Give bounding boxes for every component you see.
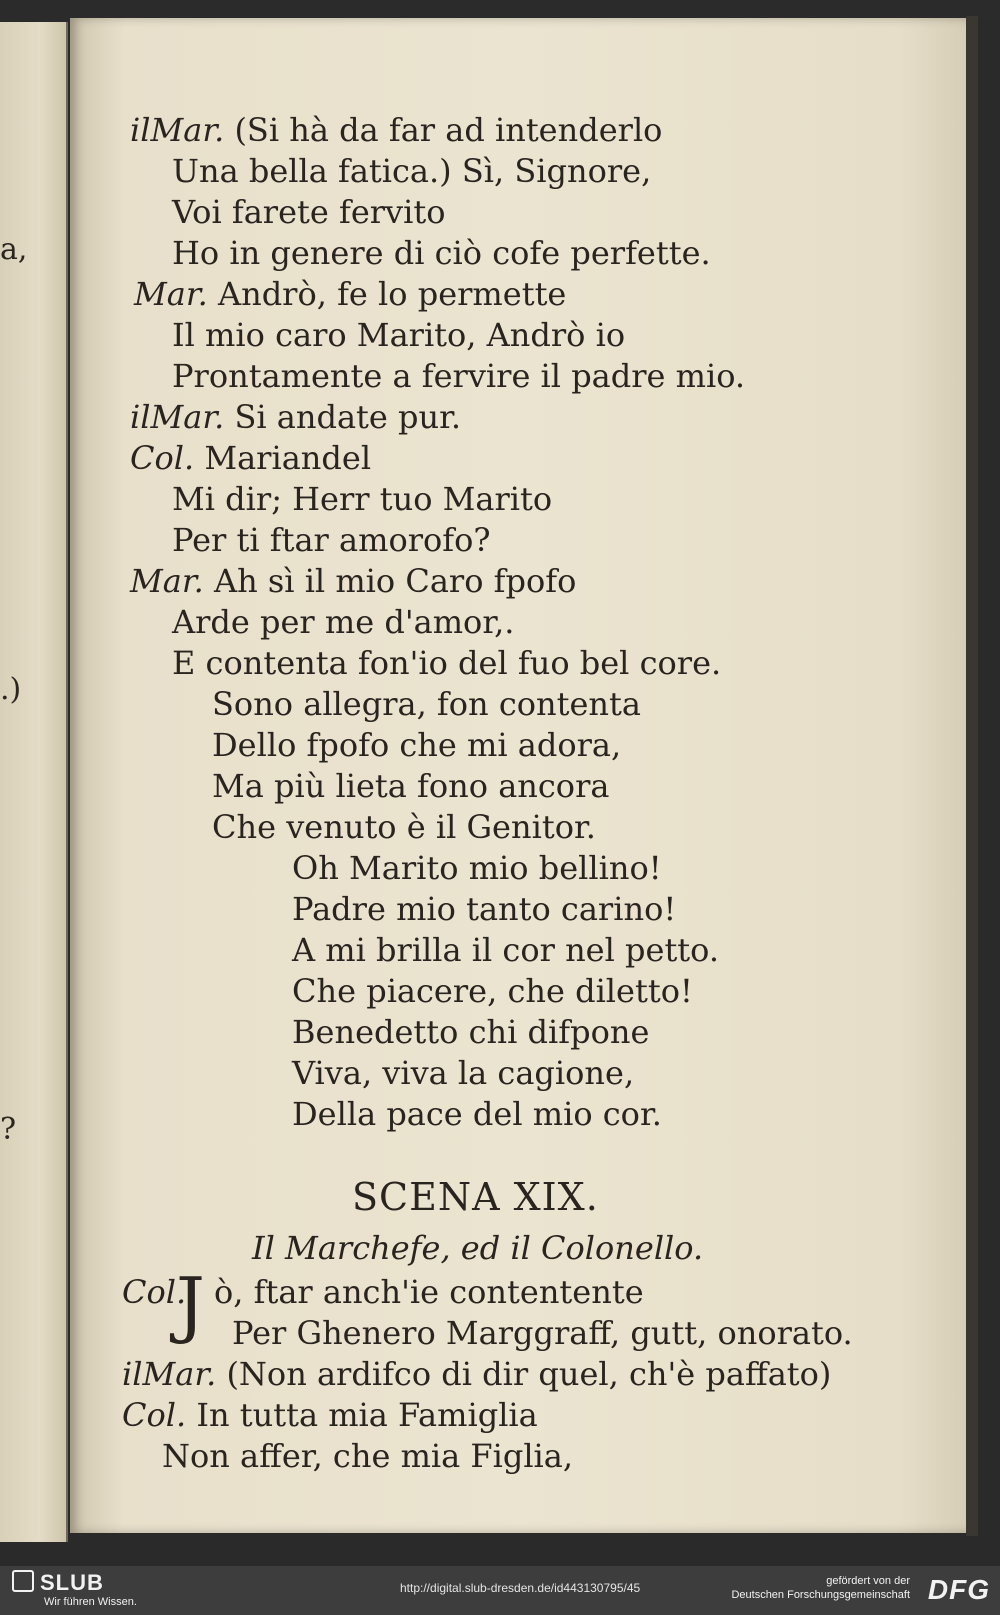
text-line xyxy=(122,1395,538,1435)
text-line xyxy=(122,1354,831,1394)
line-text: Padre mio tanto carino! xyxy=(292,890,677,928)
text-line xyxy=(212,684,641,724)
text-line xyxy=(292,848,662,888)
line-text: Non affer, che mia Figlia, xyxy=(162,1437,574,1475)
speaker: ilMar. xyxy=(130,398,225,436)
scene-cast: Il Marchefe, ed il Colonello. xyxy=(252,1229,704,1267)
line-text: Che venuto è il Genitor. xyxy=(212,808,596,846)
slub-logo-text: SLUB xyxy=(40,1570,104,1595)
text-line xyxy=(172,151,651,191)
text-line xyxy=(130,561,576,601)
left-fragment: .) xyxy=(0,672,22,707)
text-line xyxy=(292,1094,662,1134)
speaker: Col. xyxy=(130,439,195,477)
line-text: Benedetto chi difpone xyxy=(292,1013,650,1051)
text-line xyxy=(172,602,514,642)
text-line xyxy=(172,356,745,396)
text-line xyxy=(292,1012,649,1052)
drop-cap: J xyxy=(176,1262,205,1346)
text-line xyxy=(232,1313,853,1353)
text-line xyxy=(214,1272,644,1312)
text-line xyxy=(292,971,693,1011)
funding-line-1: gefördert von der xyxy=(826,1575,910,1587)
speaker: ilMar. xyxy=(122,1355,217,1393)
speaker: Mar. xyxy=(134,275,208,313)
funding-note xyxy=(731,1574,910,1602)
speaker: ilMar. xyxy=(130,111,225,149)
text-line xyxy=(172,520,491,560)
speaker: Col. xyxy=(122,1273,187,1311)
line-text: Sono allegra, fon contenta xyxy=(212,685,641,723)
viewer-footer xyxy=(0,1566,1000,1615)
text-line xyxy=(292,930,719,970)
line-text: Il mio caro Marito, Andrò io xyxy=(172,316,626,354)
text-line xyxy=(212,766,609,806)
line-text: Che piacere, che diletto! xyxy=(292,972,693,1010)
line-text: Andrò, fe lo permette xyxy=(207,275,567,313)
text-line xyxy=(172,315,625,355)
line-text: ò, ftar anch'ie contentente xyxy=(214,1273,644,1311)
left-fragment: ? xyxy=(0,1112,17,1147)
funding-line-2: Deutschen Forschungsgemeinschaft xyxy=(731,1589,910,1601)
line-text: Oh Marito mio bellino! xyxy=(292,849,662,887)
text-line xyxy=(134,274,566,314)
line-text: Per Ghenero Marggraff, gutt, onorato. xyxy=(232,1314,853,1352)
speaker: Col. xyxy=(122,1396,187,1434)
line-text: In tutta mia Famiglia xyxy=(186,1396,538,1434)
line-text: Ma più lieta fono ancora xyxy=(212,767,610,805)
line-text: Della pace del mio cor. xyxy=(292,1095,662,1133)
line-text: Ah sì il mio Caro fpofo xyxy=(203,562,577,600)
text-line xyxy=(292,889,676,929)
left-page-edge xyxy=(0,22,68,1542)
text-line xyxy=(212,725,621,765)
line-text: Si andate pur. xyxy=(224,398,462,436)
page-edge xyxy=(966,16,978,1536)
text-line xyxy=(162,1436,573,1476)
line-text: Ho in genere di ciò cofe perfette. xyxy=(172,234,711,272)
left-fragment: a, xyxy=(0,232,28,267)
scene-heading: SCENA XIX. xyxy=(352,1175,599,1219)
text-line xyxy=(172,643,721,683)
line-text: (Non ardifco di dir quel, ch'è paffato) xyxy=(216,1355,832,1393)
line-text: Dello fpofo che mi adora, xyxy=(212,726,622,764)
text-line xyxy=(212,807,596,847)
line-text: E contenta fon'io del fuo bel core. xyxy=(172,644,722,682)
line-text: (Si hà da far ad intenderlo xyxy=(224,111,663,149)
text-line xyxy=(292,1053,634,1093)
line-text: Voi farete fervito xyxy=(172,193,446,231)
slub-logo-icon xyxy=(12,1570,34,1592)
line-text: A mi brilla il cor nel petto. xyxy=(292,931,720,969)
line-text: Una bella fatica.) Sì, Signore, xyxy=(172,152,652,190)
line-text: Per ti ftar amorofo? xyxy=(172,521,491,559)
line-text: Mariandel xyxy=(194,439,372,477)
permalink-url[interactable]: http://digital.slub-dresden.de/id443130795/45 xyxy=(400,1581,641,1595)
text-line xyxy=(172,479,552,519)
line-text: Mi dir; Herr tuo Marito xyxy=(172,480,553,518)
line-text: Arde per me d'amor,. xyxy=(172,603,515,641)
text-line xyxy=(130,438,371,478)
speaker: Mar. xyxy=(130,562,204,600)
dfg-logo[interactable]: DFG xyxy=(927,1574,990,1605)
line-text: Viva, viva la cagione, xyxy=(292,1054,635,1092)
scan-background xyxy=(0,0,1000,20)
slub-tagline: Wir führen Wissen. xyxy=(44,1596,137,1608)
slub-logo[interactable] xyxy=(12,1570,104,1596)
text-line xyxy=(130,397,461,437)
text-line xyxy=(172,192,445,232)
text-line xyxy=(130,110,662,150)
text-line xyxy=(172,233,711,273)
line-text: Prontamente a fervire il padre mio. xyxy=(172,357,746,395)
